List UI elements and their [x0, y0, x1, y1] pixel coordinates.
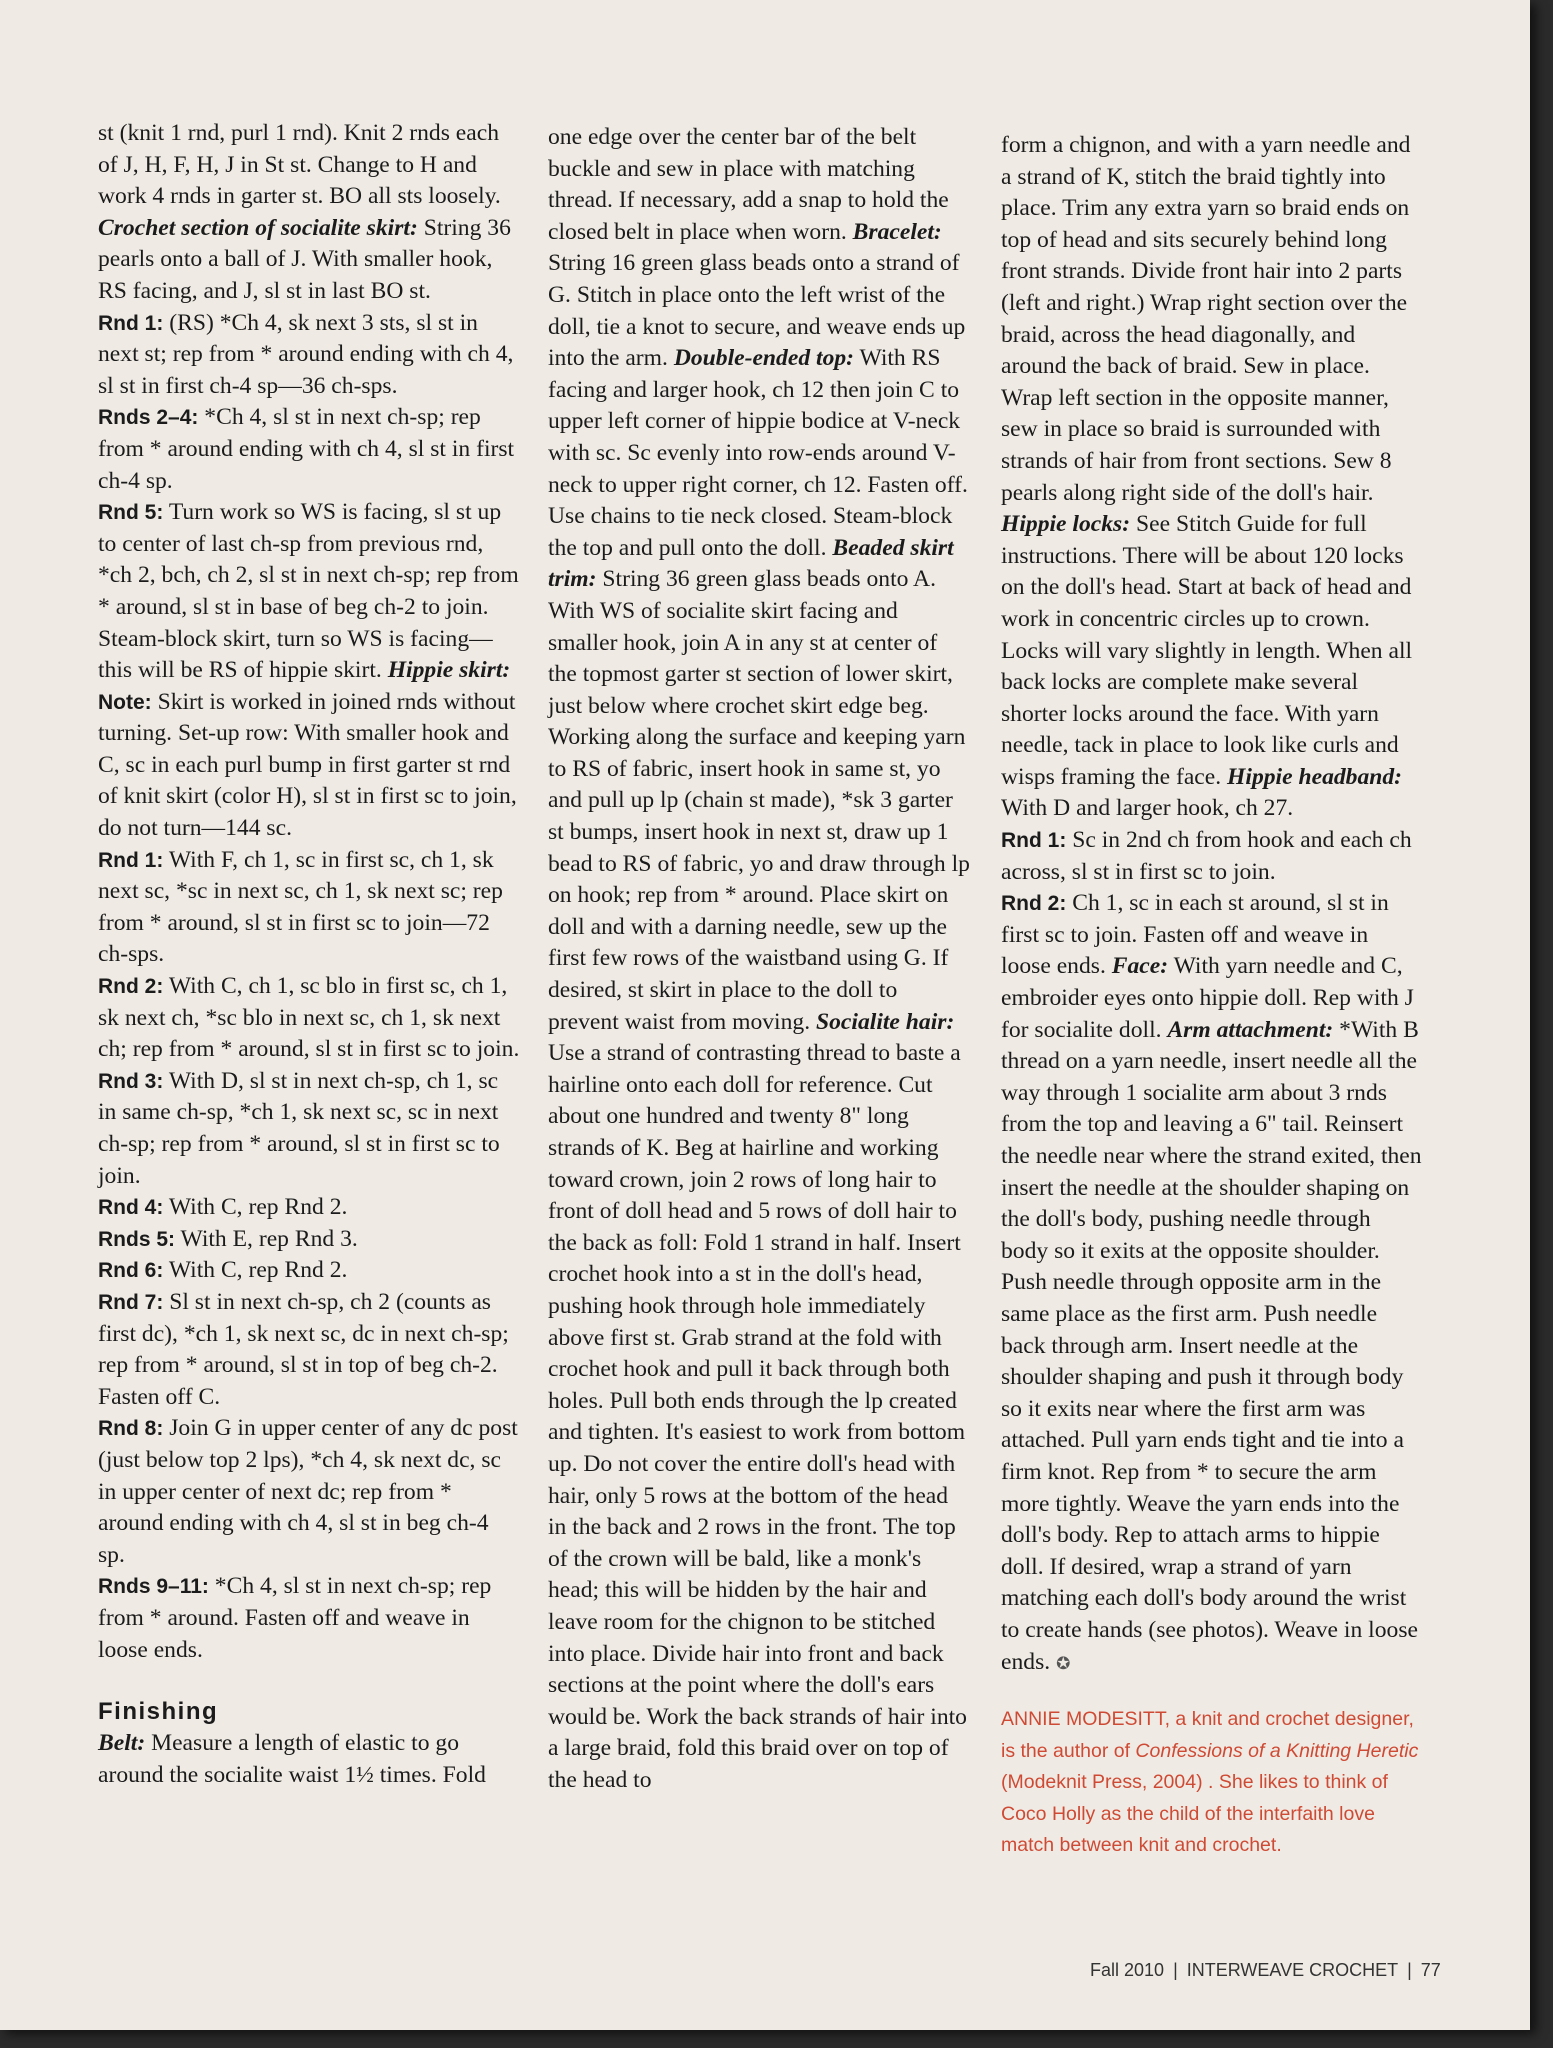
- instruction-hippie-rnd-5: [98, 1224, 520, 1256]
- page-footer: [1090, 1960, 1441, 1981]
- rnd-text: With C, rep Rnd 2.: [168, 1257, 348, 1284]
- finishing-heading: Finishing: [98, 1698, 219, 1726]
- rnd-label: Rnd 5:: [98, 501, 164, 525]
- beaded-skirt-trim-text: String 36 green glass beads onto A. With WS of socialite skirt facing and smaller hook, join A in any st at center of the topmost garter st section of lower skirt, just below where crochet skirt edge beg. Working along the surface and keeping yarn to RS of fabric, insert hook in same st, yo and pull up lp (chain st made), *sk 3 garter st bumps, insert hook in next st, draw up 1 bead to RS of fabric, yo and draw through lp on hook; rep from * around. Place skirt on doll and with a darning needle, sew up the first few rows of the waistband using G. If desired, st skirt in place to the doll to prevent waist from moving.: [548, 566, 970, 1035]
- instruction-hippie-rnd-8: [98, 1413, 520, 1571]
- paragraph-finishing: [548, 122, 970, 1796]
- belt-continued-text: one edge over the center bar of the belt buckle and sew in place with matching thread. If necessary, add a snap to hold the closed belt in place when worn.: [548, 124, 949, 245]
- instruction-rnds-2-4: [98, 402, 520, 497]
- rnd-label: Rnd 1:: [1001, 829, 1067, 853]
- instruction-hippie-rnd-1: [98, 845, 520, 971]
- footer-magazine-title: INTERWEAVE CROCHET: [1186, 1960, 1399, 1980]
- rnd-label: Rnds 9–11:: [98, 1575, 209, 1599]
- column-2: [548, 122, 970, 1796]
- instruction-hippie-rnd-7: [98, 1287, 520, 1413]
- socialite-hair-label: Socialite hair:: [816, 1008, 955, 1035]
- instruction-hippie-rnds-9-11: [98, 1571, 520, 1666]
- rnd-text: Join G in upper center of any dc post (just below top 2 lps), *ch 4, sk next dc, sc in upper center of next dc; rep from * around ending with ch 4, sl st in beg ch-4 sp.: [98, 1415, 518, 1568]
- rnd-label: Rnd 2:: [98, 975, 164, 999]
- rnd-label: Rnd 1:: [98, 311, 164, 335]
- rnd-text: Sl st in next ch-sp, ch 2 (counts as first dc), *ch 1, sk next sc, dc in next ch-sp; rep from * around, sl st in top of beg ch-2. Fasten off C.: [98, 1288, 509, 1410]
- paragraph-hippie-skirt: [98, 624, 520, 845]
- paragraph-belt: [98, 1728, 520, 1791]
- rnd-label: Rnds 2–4:: [98, 406, 199, 430]
- double-ended-top-text: With RS facing and larger hook, ch 12 then join C to upper left corner of hippie bodice at V-neck with sc. Sc evenly into row-ends around V-neck to upper right corner, ch 12. Fasten off. Use chains to tie neck closed. Steam-block the top and pull onto the doll.: [548, 345, 968, 561]
- rnd-text: Turn work so WS is facing, sl st up to center of last ch-sp from previous rnd, *ch 2, bch, ch 2, sl st in next ch-sp; rep from * around, sl st in base of beg ch-2 to join.: [98, 499, 519, 620]
- rnd-label: Rnd 8:: [98, 1417, 164, 1441]
- author-bio: [1001, 1704, 1423, 1862]
- hippie-headband-label: Hippie headband:: [1227, 763, 1403, 790]
- instruction-headband-rnd-1: [1001, 825, 1423, 888]
- rnd-text: With D, sl st in next ch-sp, ch 1, sc in same ch-sp, *ch 1, sk next sc, sc in next ch-sp; rep from * around, sl st in first sc to join.: [98, 1067, 500, 1189]
- rnd-text: Ch 1, sc in each st around, sl st in first sc to join. Fasten off and weave in loose ends.: [1001, 890, 1389, 980]
- rnd-text: With F, ch 1, sc in first sc, ch 1, sk next sc, *sc in next sc, ch 1, sk next sc; rep from * around, sl st in first sc to join—72 ch-sps.: [98, 846, 503, 968]
- column-3: [1001, 130, 1423, 1862]
- crochet-section-label: Crochet section of socialite skirt:: [98, 214, 418, 241]
- paragraph-hair-and-assembly: [1001, 130, 1423, 825]
- hippie-headband-text: With D and larger hook, ch 27.: [1001, 795, 1294, 822]
- bio-prefix: ANNIE MODESITT, a knit and crochet designer, is the author of: [1001, 1708, 1414, 1762]
- intro-text: st (knit 1 rnd, purl 1 rnd). Knit 2 rnds each of J, H, F, H, J in St st. Change to H and work 4 rnds in garter st. BO all sts loosely.: [98, 120, 501, 210]
- socialite-hair-text: Use a strand of contrasting thread to baste a hairline onto each doll for reference. Cut about one hundred and twenty 8" long strands of K. Beg at hairline and working toward crown, join 2 rows of long hair to front of doll head and 5 rows of doll hair to the back as foll: Fold 1 strand in half. Insert crochet hook into a st in the doll's head, pushing hook through hole immediately above first st. Grab strand at the fold with crochet hook and pull it back through both holes. Pull both ends through the lp created and tighten. It's easiest to work from bottom up. Do not cover the entire doll's head with hair, only 5 rows at the bottom of the head in the back and 2 rows in the front. The top of the crown will be bald, like a monk's head; this will be hidden by the hair and leave room for the chignon to be stitched into place. Divide hair into front and back sections at the point where the doll's ears would be. Work the back strands of hair into a large braid, fold this braid over on top of the head to: [548, 1040, 967, 1793]
- instruction-rnd-5: [98, 497, 520, 623]
- hippie-skirt-label: Hippie skirt:: [387, 657, 511, 684]
- belt-text: Measure a length of elastic to go around the socialite waist 1½ times. Fold: [98, 1730, 486, 1788]
- rnd-text: *Ch 4, sl st in next ch-sp; rep from * around ending with ch 4, sl st in first ch-4 sp.: [98, 404, 515, 494]
- bio-suffix: (Modeknit Press, 2004) . She likes to think of Coco Holly as the child of the interfaith love match between knit and crochet.: [1001, 1771, 1388, 1857]
- crochet-section-text: String 36 pearls onto a ball of J. With smaller hook, RS facing, and J, sl st in last BO st.: [98, 214, 511, 304]
- rnd-text: With E, rep Rnd 3.: [180, 1225, 358, 1252]
- bracelet-text: String 16 green glass beads onto a strand of G. Stitch in place onto the left wrist of the doll, tie a knot to secure, and weave ends up into the arm.: [548, 250, 966, 372]
- rnd-label: Rnd 2:: [1001, 892, 1067, 916]
- rnd-text: (RS) *Ch 4, sk next 3 sts, sl st in next st; rep from * around ending with ch 4, sl st in first ch-4 sp—36 ch-sps.: [98, 309, 514, 399]
- footer-season: Fall 2010: [1090, 1960, 1165, 1980]
- rnd-label: Rnd 4:: [98, 1196, 164, 1220]
- instruction-rnd-1: [98, 308, 520, 403]
- face-text: With yarn needle and C, embroider eyes onto hippie doll. Rep with J for socialite doll.: [1001, 953, 1414, 1043]
- instruction-hippie-rnd-6: [98, 1255, 520, 1287]
- note-text: Skirt is worked in joined rnds without turning. Set-up row: With smaller hook and C, sc in each purl bump in first garter st rnd of knit skirt (color H), sl st in first sc to join, do not turn—144 sc.: [98, 688, 517, 842]
- instruction-hippie-rnd-3: [98, 1066, 520, 1192]
- instruction-headband-rnd-2: [1001, 888, 1423, 1680]
- rnd-label: Rnd 6:: [98, 1259, 164, 1283]
- bracelet-label: Bracelet:: [852, 218, 942, 245]
- rnd-label: Rnds 5:: [98, 1227, 176, 1251]
- bio-book-title: Confessions of a Knitting Heretic: [1135, 1739, 1419, 1762]
- page-number: 77: [1420, 1960, 1441, 1980]
- steam-text: Steam-block skirt, turn so WS is facing—this will be RS of hippie skirt.: [98, 625, 493, 684]
- rnd-label: Rnd 3:: [98, 1069, 164, 1093]
- hippie-locks-text: See Stitch Guide for full instructions. There will be about 120 locks on the doll's head. Start at back of head and work in concentric circles up to crown. Locks will vary slightly in length. When all back locks are complete make several shorter locks around the face. With yarn needle, tack in place to look like curls and wisps framing the face.: [1001, 511, 1413, 790]
- rnd-text: With C, rep Rnd 2.: [168, 1194, 348, 1221]
- hair-continued-text: form a chignon, and with a yarn needle and a strand of K, stitch the braid tightly into place. Trim any extra yarn so braid ends on top of head and sits securely behind long front strands. Divide front hair into 2 parts (left and right.) Wrap right section over the braid, across the head diagonally, and around the back of braid. Sew in place. Wrap left section in the opposite manner, sew in place so braid is surrounded with strands of hair from front sections. Sew 8 pearls along right side of the doll's hair.: [1001, 132, 1411, 506]
- face-label: Face:: [1111, 953, 1169, 980]
- footer-divider: |: [1407, 1960, 1412, 1980]
- rnd-text: Sc in 2nd ch from hook and each ch across, sl st in first sc to join.: [1001, 827, 1412, 885]
- rnd-label: Rnd 1:: [98, 848, 164, 872]
- paragraph: [98, 118, 520, 308]
- belt-label: Belt:: [98, 1730, 146, 1757]
- instruction-hippie-rnd-4: [98, 1192, 520, 1224]
- rnd-text: With C, ch 1, sc blo in first sc, ch 1, sk next ch, *sc blo in next sc, ch 1, sk next ch; rep from * around, sl st in first sc to join.: [98, 973, 520, 1063]
- arm-attachment-label: Arm attachment:: [1167, 1016, 1334, 1043]
- rnd-label: Rnd 7:: [98, 1290, 164, 1314]
- note-label: Note:: [98, 690, 152, 714]
- end-mark-icon: ✪: [1056, 1653, 1071, 1674]
- footer-divider: |: [1173, 1960, 1178, 1980]
- rnd-text: *Ch 4, sl st in next ch-sp; rep from * around. Fasten off and weave in loose ends.: [98, 1573, 492, 1663]
- beaded-skirt-trim-label: Beaded skirt trim:: [548, 534, 954, 593]
- hippie-locks-label: Hippie locks:: [1001, 511, 1131, 538]
- column-1: [98, 118, 520, 1791]
- double-ended-top-label: Double-ended top:: [673, 345, 855, 372]
- instruction-hippie-rnd-2: [98, 971, 520, 1066]
- arm-attachment-text: *With B thread on a yarn needle, insert needle all the way through 1 socialite arm about 3 rnds from the top and leaving a 6" tail. Reinsert the needle near where the strand exited, then insert the needle at the shoulder shaping on the doll's body, pushing needle through body so it exits at the opposite shoulder. Push needle through opposite arm in the same place as the first arm. Push needle back through arm. Insert needle at the shoulder shaping and push it through body so it exits near where the first arm was attached. Pull yarn ends tight and tie into a firm knot. Rep from * to secure the arm more tightly. Weave the yarn ends into the doll's body. Rep to attach arms to hippie doll. If desired, wrap a strand of yarn matching each doll's body around the wrist to create hands (see photos). Weave in loose ends.: [1001, 1016, 1422, 1675]
